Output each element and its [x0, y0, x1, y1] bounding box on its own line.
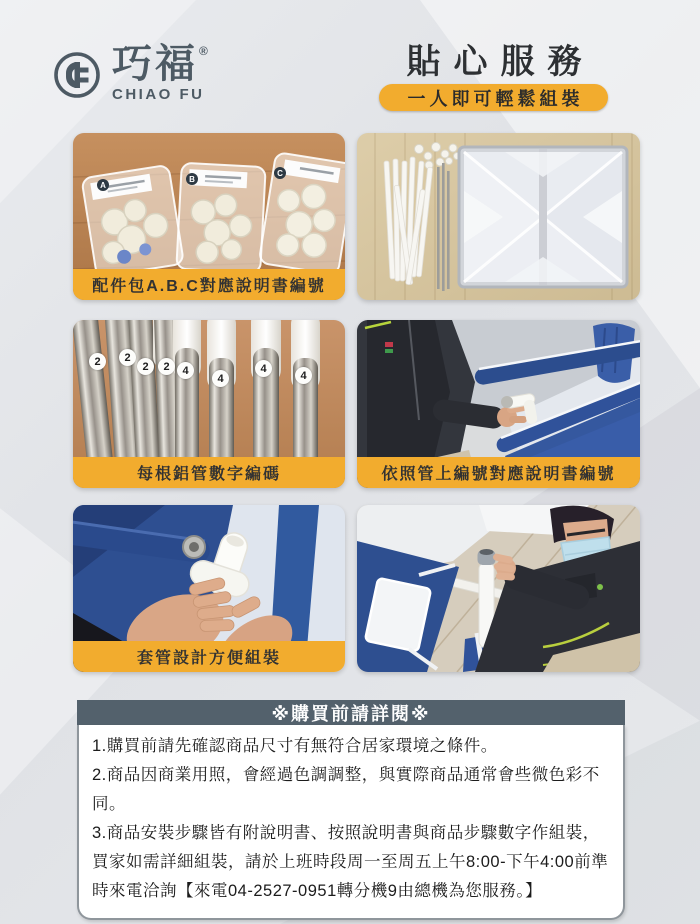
- bag-label-c: C: [274, 167, 286, 179]
- notice-line-1: 1.購買前請先確認商品尺寸有無符合居家環境之條件。: [92, 737, 498, 755]
- bag-label-a: A: [97, 179, 109, 191]
- photo-pole-insert: [357, 505, 640, 672]
- parts-layout-illustration: [357, 133, 640, 300]
- tube-number: 4: [212, 370, 229, 387]
- caption-sleeve-design: 套管設計方便組裝: [73, 641, 345, 672]
- brand-name-cjk: 巧福: [112, 42, 198, 86]
- tube-number: 2: [137, 358, 154, 375]
- bag-label-b: B: [186, 173, 198, 185]
- tube-number: 2: [158, 358, 175, 375]
- photo-accessory-bags: [73, 133, 345, 300]
- tube-number: 4: [295, 367, 312, 384]
- notice-title: ※購買前請詳閱※: [77, 700, 625, 725]
- photo-numbered-tubes: [73, 320, 345, 488]
- photo-sleeve-design: [73, 505, 345, 672]
- tube-number: 4: [255, 360, 272, 377]
- tube-number: 2: [119, 349, 136, 366]
- notice-body: [77, 725, 625, 920]
- notice-line-3: 3.商品安裝步驟皆有附說明書、按照說明書與商品步驟數字作組裝，買家如需詳細組裝，請於上班時段周一至周五上午8:00-下午4:00前準時來電洽詢【來電04-2527-0951轉分機9由總機為您服務。】: [92, 824, 609, 900]
- caption-rail-assembly: 依照管上編號對應說明書編號: [357, 457, 640, 488]
- brand-name-en: CHIAO FU: [112, 86, 205, 103]
- chiaofu-logo-icon: [52, 50, 102, 100]
- tube-number: 2: [89, 353, 106, 370]
- brand-logo: [52, 44, 208, 103]
- purchase-notice-box: [77, 700, 625, 920]
- pole-insert-illustration: [357, 505, 640, 672]
- caption-accessory-bags: 配件包A.B.C對應說明書編號: [73, 269, 345, 300]
- tube-number: 4: [177, 362, 194, 379]
- registered-mark: ®: [199, 44, 208, 58]
- brand-text: [112, 44, 208, 103]
- photo-rail-assembly: [357, 320, 640, 488]
- subtitle-badge: 一人即可輕鬆組裝: [379, 84, 608, 111]
- caption-numbered-tubes: 每根鋁管數字編碼: [73, 457, 345, 488]
- photo-parts-layout: [357, 133, 640, 300]
- page-title: 貼心服務: [406, 43, 595, 81]
- notice-line-2: 2.商品因商業用照，會經過色調調整，與實際商品通常會些微色彩不同。: [92, 766, 600, 813]
